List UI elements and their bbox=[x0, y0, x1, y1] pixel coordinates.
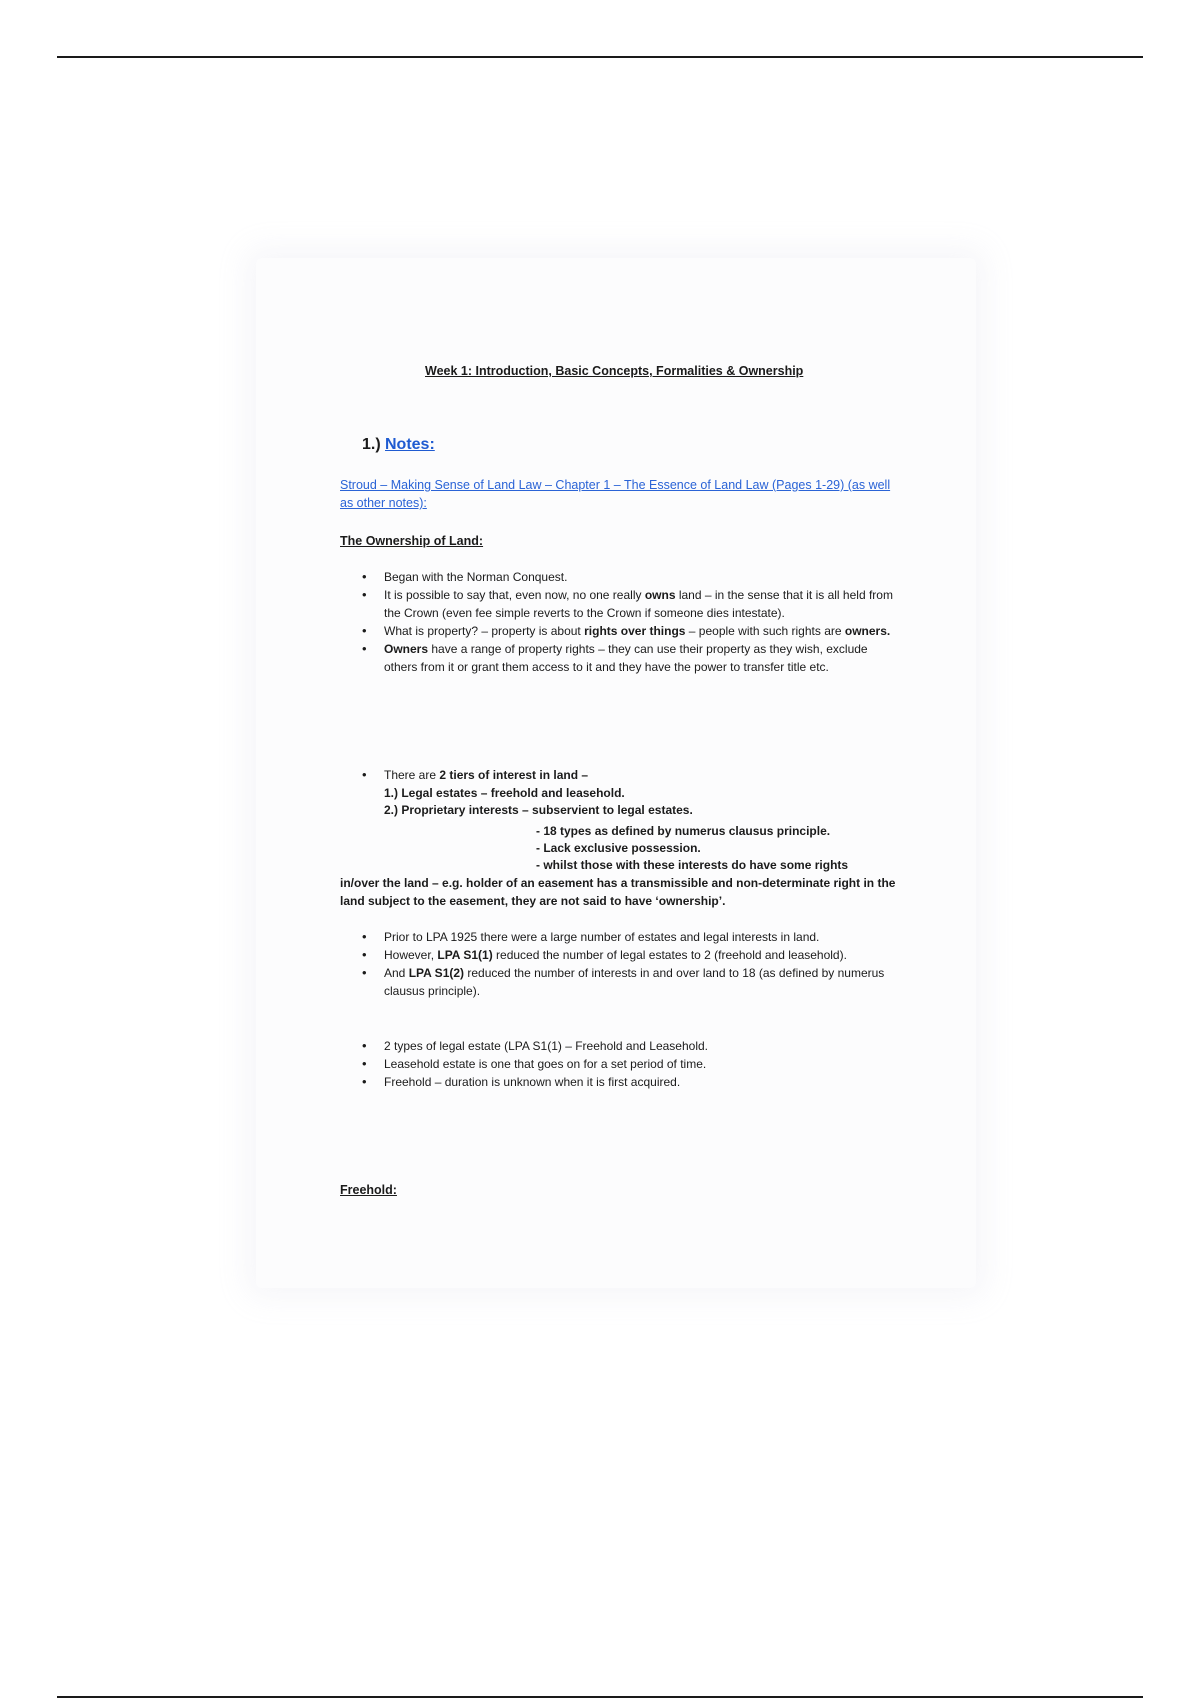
section-heading-freehold: Freehold: bbox=[340, 1183, 397, 1197]
list-item: • There are 2 tiers of interest in land – bbox=[340, 766, 900, 784]
section-heading-ownership: The Ownership of Land: bbox=[340, 534, 484, 548]
top-rule bbox=[57, 56, 1143, 58]
estate-types-bullet-list bbox=[340, 1037, 900, 1091]
list-item: • Began with the Norman Conquest. bbox=[340, 568, 900, 586]
tier-item-legal-estates: 1.) Legal estates – freehold and leasehold. bbox=[384, 786, 625, 800]
notes-number: 1.) bbox=[362, 436, 381, 453]
dash-item-possession: - Lack exclusive possession. bbox=[536, 841, 701, 855]
lpa-bullet-list bbox=[340, 928, 900, 1000]
tiers-bullet-list bbox=[340, 766, 900, 784]
notes-heading-link[interactable]: Notes: bbox=[385, 436, 435, 453]
dash-item-rights: - whilst those with these interests do have some rights bbox=[536, 858, 849, 872]
list-item: • However, LPA S1(1) reduced the number of legal estates to 2 (freehold and leasehold). bbox=[340, 946, 900, 964]
list-item: • Freehold – duration is unknown when it is first acquired. bbox=[340, 1073, 900, 1091]
list-item: • 2 types of legal estate (LPA S1(1) – Freehold and Leasehold. bbox=[340, 1037, 900, 1055]
document-title: Week 1: Introduction, Basic Concepts, Formalities & Ownership bbox=[425, 364, 804, 378]
dash-item-rights-continued: in/over the land – e.g. holder of an easement has a transmissible and non-determinate right in the land subject to the easement, they are not said to have ‘ownership’. bbox=[340, 876, 896, 908]
list-item: • Prior to LPA 1925 there were a large number of estates and legal interests in land. bbox=[340, 928, 900, 946]
source-reference-link[interactable]: Stroud – Making Sense of Land Law – Chapter 1 – The Essence of Land Law (Pages 1-29) (as well as other notes): bbox=[340, 478, 891, 510]
list-item: • It is possible to say that, even now, no one really owns land – in the sense that it is all held from the Crown (even fee simple reverts to the Crown if someone dies intestate). bbox=[340, 586, 900, 622]
tier-item-proprietary-interests: 2.) Proprietary interests – subservient to legal estates. bbox=[384, 803, 693, 817]
bottom-rule bbox=[57, 1696, 1143, 1698]
list-item: • What is property? – property is about rights over things – people with such rights are owners. bbox=[340, 622, 900, 640]
list-item: • And LPA S1(2) reduced the number of interests in and over land to 18 (as defined by numerus clausus principle). bbox=[340, 964, 900, 1000]
dash-item-types: - 18 types as defined by numerus clausus principle. bbox=[536, 824, 831, 838]
list-item: • Leasehold estate is one that goes on for a set period of time. bbox=[340, 1055, 900, 1073]
ownership-bullet-list bbox=[340, 568, 900, 676]
list-item: • Owners have a range of property rights – they can use their property as they wish, exclude others from it or grant them access to it and they have the power to transfer title etc. bbox=[340, 640, 900, 676]
